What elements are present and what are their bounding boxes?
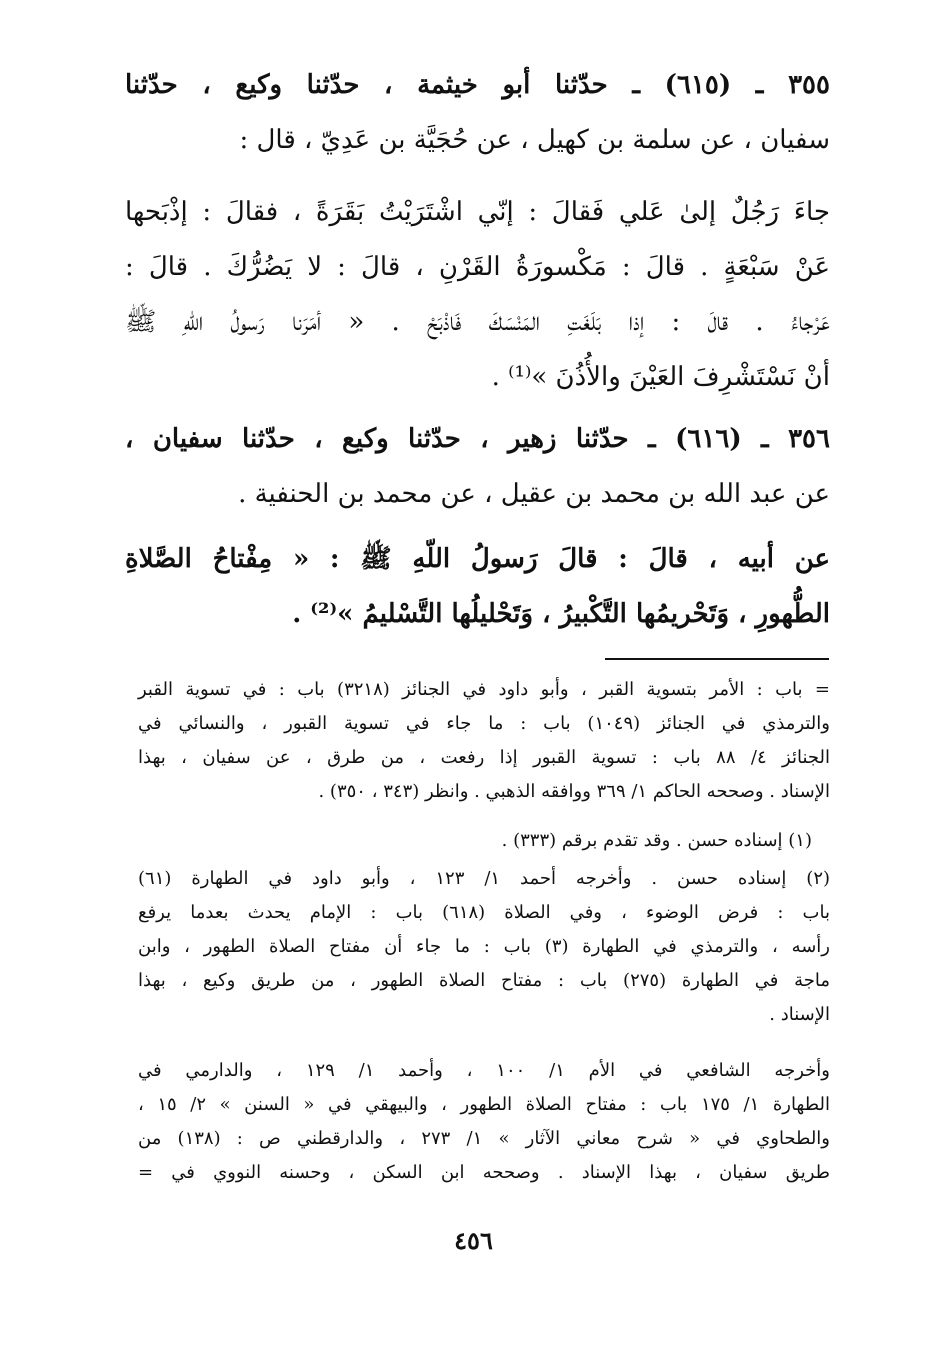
hadith-355-matn — [125, 185, 830, 405]
hadith-356-line-2: عن عبد الله بن محمد بن عقيل ، عن محمد بن الحنفية . — [238, 479, 830, 509]
hadith-355-matn-line-4: أنْ نَسْتَشْرِفَ العَيْنَ والأُذُنَ »⁽¹⁾ . — [491, 362, 830, 392]
page-number: ٤٥٦ — [454, 1226, 493, 1255]
footnote-2-line-1: (٢) إسناده حسن . وأخرجه أحمد ١/ ١٢٣ ، وأبو داود في الطهارة (٦١) — [138, 868, 831, 889]
footnote-continued-line-2: والترمذي في الجنائز (١٠٤٩) باب : ما جاء في تسوية القبور ، والنسائي في — [138, 713, 830, 734]
footnote-2-line-3: رأسه ، والترمذي في الطهارة (٣) باب : ما جاء أن مفتاح الصلاة الطهور ، وابن — [138, 936, 830, 957]
hadith-355-isnad — [125, 58, 830, 168]
footnote-2-extra-line-1: وأخرجه الشافعي في الأم ١/ ١٠٠ ، وأحمد ١/ ١٢٩ ، والدارمي في — [138, 1060, 830, 1081]
footnote-2-extra-line-3: والطحاوي في « شرح معاني الآثار » ١/ ٢٧٣ ، والدارقطني ص : (١٣٨) من — [138, 1128, 830, 1149]
footnote-continued-line-4: الإسناد . وصححه الحاكم ١/ ٣٦٩ ووافقه الذهبي . وانظر (٣٤٣ ، ٣٥٠) . — [318, 781, 830, 802]
hadith-356-line-1: ٣٥٦ ـ (٦١٦) ـ حدّثنا زهير ، حدّثنا وكيع ، حدّثنا سفيان ، — [125, 424, 830, 454]
footnote-continued-line-1: = باب : الأمر بتسوية القبر ، وأبو داود في الجنائز (٣٢١٨) باب : في تسوية القبر — [138, 679, 830, 700]
footnote-1 — [138, 824, 830, 858]
footnote-separator — [605, 658, 829, 660]
hadith-355-line-2: سفيان ، عن سلمة بن كهيل ، عن حُجَيَّة بن عَدِيّ ، قال : — [239, 125, 830, 155]
footnote-2-continued — [138, 1054, 830, 1190]
hadith-356-isnad — [125, 412, 830, 522]
footnote-continued-line-3: الجنائز ٤/ ٨٨ باب : تسوية القبور إذا رفعت ، من طرق ، عن سفيان ، بهذا — [138, 747, 830, 768]
footnote-2-line-5: الإسناد . — [769, 1004, 830, 1025]
hadith-356-matn — [125, 532, 830, 642]
footnote-1-text: (١) إسناده حسن . وقد تقدم برقم (٣٣٣) . — [501, 830, 812, 851]
hadith-356-matn-line-1: عن أبيه ، قالَ : قالَ رَسولُ اللّهِ ﷺ : « مِفْتاحُ الصَّلاةِ — [125, 544, 830, 574]
footnote-continued — [138, 673, 830, 809]
hadith-355-matn-line-1: جاءَ رَجُلٌ إلىٰ عَلي فَقالَ : إنّي اشْتَرَيْتُ بَقَرَةً ، فقالَ : إذْبَحها — [125, 197, 830, 227]
hadith-355-line-1: ٣٥٥ ـ (٦١٥) ـ حدّثنا أبو خيثمة ، حدّثنا وكيع ، حدّثنا — [125, 70, 830, 100]
footnote-2-line-2: باب : فرض الوضوء ، وفي الصلاة (٦١٨) باب : الإمام يحدث بعدما يرفع — [138, 902, 830, 923]
hadith-356-matn-line-2: الطُّهورِ ، وَتَحْريمُها التَّكْبيرُ ، وَتَحْليلُها التَّسْليمُ »⁽²⁾ . — [292, 599, 830, 629]
footnote-2-line-4: ماجة في الطهارة (٢٧٥) باب : مفتاح الصلاة الطهور ، من طريق وكيع ، بهذا — [138, 970, 830, 991]
footnote-2-extra-line-2: الطهارة ١/ ١٧٥ باب : مفتاح الصلاة الطهور ، والبيهقي في « السنن » ٢/ ١٥ ، — [138, 1094, 830, 1115]
hadith-355-matn-line-2: عَنْ سَبْعَةٍ . قالَ : مَكْسورَةُ القَرْنِ ، قالَ : لا يَضُرُّكَ . قالَ : — [125, 252, 830, 282]
footnote-2-extra-line-4: طريق سفيان ، بهذا الإسناد . وصححه ابن السكن ، وحسنه النووي في = — [138, 1162, 830, 1183]
footnote-2 — [138, 862, 830, 1032]
hadith-355-matn-line-3: عَرْجاءُ . قالَ : إذا بَلَغَتِ المَنْسَكَ فَاذْبَحْ . « أمَرَنا رَسولُ اللّهِ ﷺ — [125, 307, 830, 337]
